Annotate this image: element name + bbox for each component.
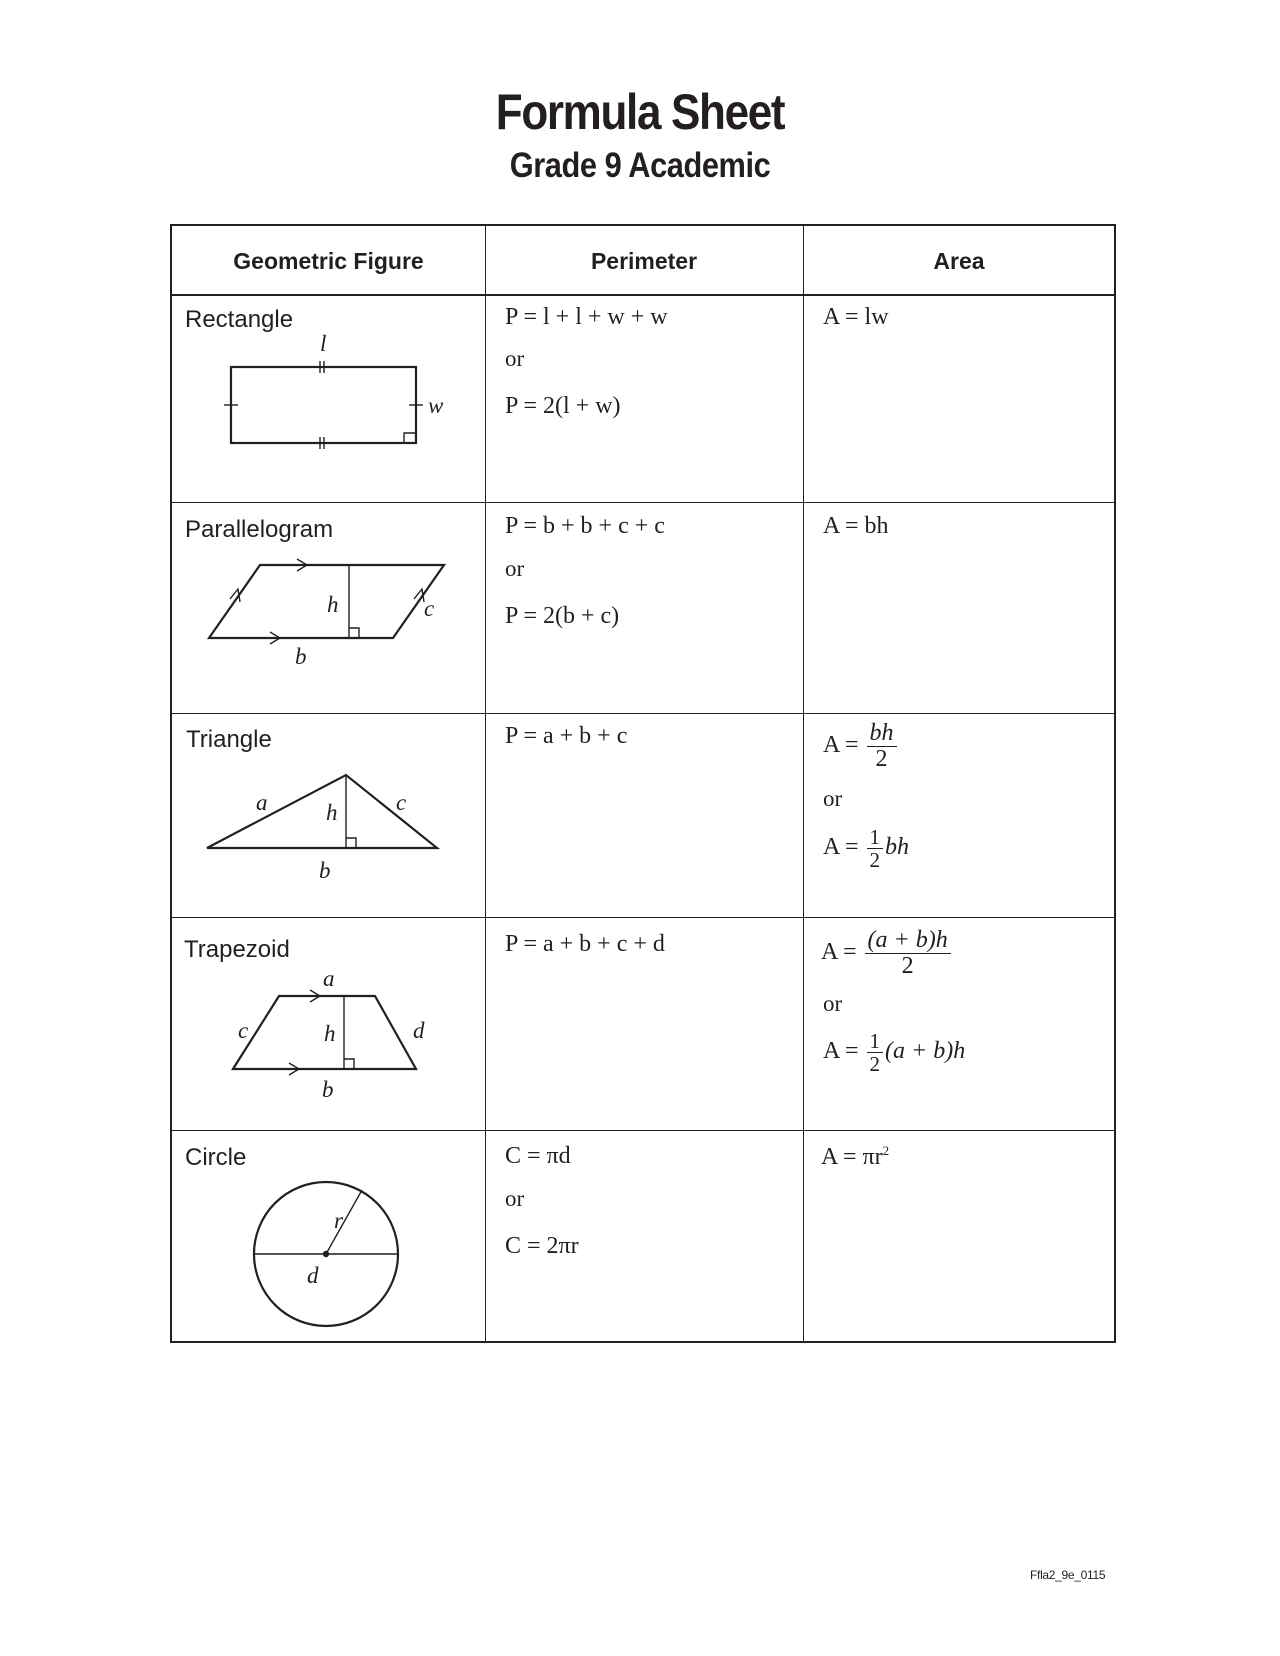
trapezoid-label-a: a: [323, 966, 335, 991]
trapezoid-label-c: c: [238, 1018, 249, 1043]
rectangle-area-formula: A = lw: [823, 304, 889, 330]
formula-table: [170, 224, 1116, 1343]
fraction-numerator: 1: [867, 826, 884, 849]
triangle-area-formula-1: [823, 721, 899, 772]
circle-area-base: A = πr: [821, 1144, 883, 1170]
triangle-area-fraction: [867, 721, 897, 772]
rectangle-label-w: w: [428, 393, 444, 418]
header-geometric-figure: Geometric Figure: [233, 248, 424, 274]
triangle-label-b: b: [319, 858, 331, 883]
fraction-numerator: 1: [867, 1030, 884, 1053]
circle-circumference-formula-1: C = πd: [505, 1143, 571, 1169]
header-perimeter: Perimeter: [590, 248, 698, 274]
trapezoid-label-h: h: [324, 1021, 336, 1046]
row-divider: [172, 502, 1114, 503]
fraction-denominator: 2: [869, 1052, 881, 1077]
row-divider: [172, 1130, 1114, 1131]
circle-area-formula: [821, 1143, 889, 1171]
fraction-denominator: 2: [901, 953, 914, 980]
trapezoid-area-fraction: [865, 928, 951, 979]
triangle-area2-rest: bh: [885, 834, 910, 861]
row-divider: [172, 917, 1114, 918]
trapezoid-diagram: [172, 956, 485, 1130]
circle-circumference-formula-2: C = 2πr: [505, 1233, 579, 1259]
parallelogram-label-c: c: [424, 596, 435, 621]
trapezoid-label-d: d: [413, 1018, 425, 1043]
parallelogram-perimeter-formula-2: P = 2(b + c): [505, 603, 620, 629]
trapezoid-area-lhs: A =: [821, 939, 857, 966]
triangle-label-a: a: [256, 790, 268, 815]
fraction-numerator: bh: [867, 721, 897, 747]
rectangle-perimeter-formula-1: P = l + l + w + w: [505, 304, 668, 330]
rectangle-diagram: [172, 326, 485, 502]
circle-diagram: [172, 1161, 485, 1345]
trapezoid-area2-lhs: A =: [823, 1038, 859, 1065]
figure-name-parallelogram: Parallelogram: [185, 516, 334, 543]
figure-name-rectangle: Rectangle: [185, 306, 294, 333]
triangle-area-or: or: [823, 786, 843, 811]
parallelogram-diagram: [172, 541, 485, 713]
page-subtitle: Grade 9 Academic: [509, 146, 771, 185]
column-divider: [803, 226, 804, 1341]
triangle-perimeter-formula: P = a + b + c: [505, 723, 628, 749]
parallelogram-perimeter-formula-1: P = b + b + c + c: [505, 513, 665, 539]
circle-label-d: d: [307, 1263, 319, 1288]
triangle-area-formula-2: [823, 826, 909, 871]
fraction-numerator: (a + b)h: [865, 928, 951, 954]
parallelogram-label-h: h: [327, 592, 339, 617]
figure-name-circle: Circle: [185, 1144, 247, 1171]
trapezoid-area2-rest: (a + b)h: [885, 1038, 966, 1065]
trapezoid-area-formula-2: [823, 1030, 965, 1075]
rectangle-perimeter-formula-2: P = 2(l + w): [505, 393, 621, 419]
row-divider: [172, 713, 1114, 714]
circle-label-r: r: [334, 1208, 343, 1233]
column-divider: [485, 226, 486, 1341]
parallelogram-label-b: b: [295, 644, 307, 669]
one-half-fraction: [867, 1030, 884, 1075]
reference-code: Ffla2_9e_0115: [1030, 1568, 1106, 1582]
rectangle-label-l: l: [320, 331, 327, 356]
figure-name-triangle: Triangle: [186, 726, 272, 753]
rectangle-perimeter-or: or: [505, 346, 525, 371]
one-half-fraction: [867, 826, 884, 871]
triangle-area2-lhs: A =: [823, 834, 859, 861]
page-title: Formula Sheet: [495, 84, 785, 140]
fraction-denominator: 2: [875, 746, 888, 773]
trapezoid-area-or: or: [823, 991, 843, 1016]
triangle-label-h: h: [326, 800, 338, 825]
triangle-area-lhs: A =: [823, 732, 859, 759]
parallelogram-perimeter-or: or: [505, 556, 525, 581]
trapezoid-label-b: b: [322, 1077, 334, 1102]
triangle-diagram: [172, 756, 485, 917]
circle-area-exponent: 2: [882, 1143, 890, 1158]
figure-name-trapezoid: Trapezoid: [184, 936, 290, 963]
fraction-denominator: 2: [869, 848, 881, 873]
parallelogram-area-formula: A = bh: [823, 513, 889, 539]
trapezoid-perimeter-formula: P = a + b + c + d: [505, 931, 665, 957]
trapezoid-area-formula-1: [821, 928, 953, 979]
header-area: Area: [933, 248, 985, 274]
circle-circumference-or: or: [505, 1186, 525, 1211]
triangle-label-c: c: [396, 790, 407, 815]
